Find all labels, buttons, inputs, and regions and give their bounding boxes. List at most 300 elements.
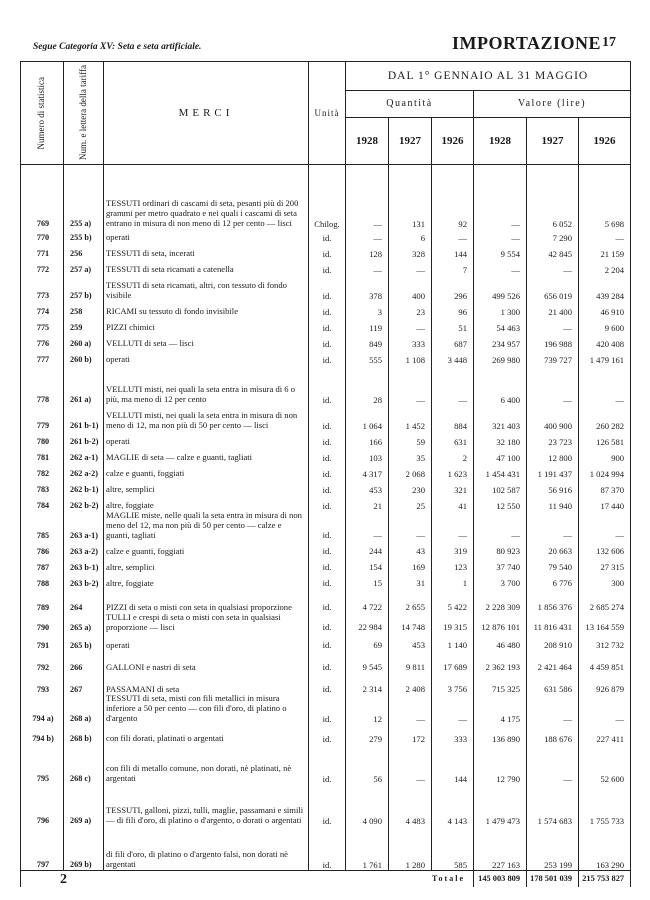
cell-num: 782	[21, 463, 64, 479]
cell-v27: 20 663	[527, 541, 579, 557]
cell-q27: —	[389, 511, 432, 541]
cell-v26: 926 879	[579, 672, 631, 694]
cell-unit: id.	[309, 589, 346, 613]
cell-v28: 136 890	[474, 724, 527, 744]
col-period: DAL 1° GENNAIO AL 31 MAGGIO	[346, 62, 631, 91]
cell-desc: di fili d'oro, di platino o d'argento falsi, non dorati nè argentati	[104, 826, 309, 871]
cell-desc: TESSUTI, galloni, pizzi, tulli, maglie, passamani e simili — di fili d'oro, di platino o d'argento, o dorati o argentati	[104, 784, 309, 826]
cell-q26: 3 448	[432, 349, 474, 365]
cell-v28: 102 587	[474, 479, 527, 495]
cell-v28: 54 463	[474, 317, 527, 333]
cell-q28: 28	[346, 365, 389, 405]
cell-tar: 260 a)	[64, 333, 104, 349]
table-row	[21, 613, 631, 633]
cell-q26: 123	[432, 557, 474, 573]
cell-q26: 296	[432, 275, 474, 301]
cell-q26: 5 422	[432, 589, 474, 613]
cell-v28: 12 876 101	[474, 613, 527, 633]
cell-tar: 265 b)	[64, 632, 104, 650]
cell-unit: id.	[309, 632, 346, 650]
cell-v28: 3 700	[474, 573, 527, 589]
table-row	[21, 495, 631, 511]
cell-desc: TESSUTI di seta, incerati	[104, 243, 309, 259]
cell-q27: —	[389, 744, 432, 784]
cell-q26: 4 143	[432, 784, 474, 826]
cell-q26: 144	[432, 744, 474, 784]
cell-q28: 4 722	[346, 589, 389, 613]
cell-tar: 263 a-2)	[64, 541, 104, 557]
cell-v27: 188 676	[527, 724, 579, 744]
cell-v27: 196 988	[527, 333, 579, 349]
cell-q27: 6	[389, 229, 432, 243]
cell-tar: 267	[64, 672, 104, 694]
cell-q28: —	[346, 511, 389, 541]
cell-num: 787	[21, 557, 64, 573]
table-row	[21, 694, 631, 724]
footer-page-number: 2	[60, 872, 67, 887]
cell-tar: 262 a-2)	[64, 463, 104, 479]
cell-v26: 439 284	[579, 275, 631, 301]
cell-q27: 453	[389, 632, 432, 650]
cell-num: 793	[21, 672, 64, 694]
cell-num: 795	[21, 744, 64, 784]
cell-q28: —	[346, 171, 389, 229]
cell-q28: 849	[346, 333, 389, 349]
cell-unit: id.	[309, 431, 346, 447]
table-row	[21, 672, 631, 694]
cell-num: 792	[21, 650, 64, 672]
cell-tar: 258	[64, 301, 104, 317]
table-row	[21, 557, 631, 573]
table-row	[21, 784, 631, 826]
cell-unit: id.	[309, 447, 346, 463]
table-row	[21, 479, 631, 495]
cell-num: 788	[21, 573, 64, 589]
cell-q27: 43	[389, 541, 432, 557]
cell-q28: 279	[346, 724, 389, 744]
cell-q28: 453	[346, 479, 389, 495]
cell-v28: 227 163	[474, 826, 527, 871]
cell-desc: altre, foggiate	[104, 573, 309, 589]
cell-q28: 21	[346, 495, 389, 511]
cell-q27: 400	[389, 275, 432, 301]
cell-tar: 257 b)	[64, 275, 104, 301]
cell-unit: id.	[309, 672, 346, 694]
cell-q26: 333	[432, 724, 474, 744]
cell-tar: 266	[64, 650, 104, 672]
cell-desc: altre, foggiate	[104, 495, 309, 511]
cell-q26: 7	[432, 259, 474, 275]
cell-v26: 46 910	[579, 301, 631, 317]
cell-num: 794 b)	[21, 724, 64, 744]
cell-q26: 41	[432, 495, 474, 511]
cell-q27: 169	[389, 557, 432, 573]
cell-q28: 3	[346, 301, 389, 317]
cell-v27: 739 727	[527, 349, 579, 365]
col-year-q1927: 1927	[389, 117, 432, 164]
cell-desc: operati	[104, 229, 309, 243]
table-body	[21, 165, 631, 888]
cell-desc: GALLONI e nastri di seta	[104, 650, 309, 672]
cell-tar: 256	[64, 243, 104, 259]
table-row	[21, 171, 631, 229]
cell-num: 774	[21, 301, 64, 317]
cell-desc: operati	[104, 349, 309, 365]
cell-unit: id.	[309, 259, 346, 275]
cell-unit: id.	[309, 243, 346, 259]
cell-q28: —	[346, 229, 389, 243]
cell-desc: TESSUTI di seta, misti con fili metallici in misura inferiore a 50 per cento — con fili d'oro, di platino o d'argento	[104, 694, 309, 724]
table-row	[21, 259, 631, 275]
cell-v27: 11 940	[527, 495, 579, 511]
col-year-v1927: 1927	[527, 117, 579, 164]
cell-q26: 585	[432, 826, 474, 871]
cell-v27: —	[527, 744, 579, 784]
table-row	[21, 349, 631, 365]
page-number: 17	[602, 35, 616, 50]
cell-q27: 328	[389, 243, 432, 259]
cell-v27: —	[527, 511, 579, 541]
cell-unit: id.	[309, 573, 346, 589]
cell-v27: 2 421 464	[527, 650, 579, 672]
table-row	[21, 365, 631, 405]
table-row	[21, 405, 631, 431]
table-row	[21, 275, 631, 301]
cell-v28: 1 300	[474, 301, 527, 317]
cell-desc: PASSAMANI di seta	[104, 672, 309, 694]
col-numero: Numero di statistica	[21, 62, 64, 165]
cell-v28: —	[474, 171, 527, 229]
cell-v28: 234 957	[474, 333, 527, 349]
cell-v28: 2 228 309	[474, 589, 527, 613]
cell-unit: id.	[309, 349, 346, 365]
cell-v26: 4 459 851	[579, 650, 631, 672]
cell-v26: 21 159	[579, 243, 631, 259]
cell-desc: TESSUTI di seta ricamati, altri, con tessuto di fondo visibile	[104, 275, 309, 301]
cell-desc: RICAMI su tessuto di fondo invisibile	[104, 301, 309, 317]
cell-unit: id.	[309, 744, 346, 784]
cell-q27: 1 452	[389, 405, 432, 431]
cell-q28: 1 761	[346, 826, 389, 871]
cell-tar: 269 b)	[64, 826, 104, 871]
cell-q27: 4 483	[389, 784, 432, 826]
cell-unit: id.	[309, 463, 346, 479]
cell-q28: 378	[346, 275, 389, 301]
cell-q26: 1	[432, 573, 474, 589]
cell-q26: 2	[432, 447, 474, 463]
cell-v27: 79 540	[527, 557, 579, 573]
cell-desc: operati	[104, 431, 309, 447]
cell-v28: 46 480	[474, 632, 527, 650]
cell-desc: VELLUTI misti, nei quali la seta entra in misura di non meno di 12, ma non più di 50 per cento — lisci	[104, 405, 309, 431]
cell-tar: 262 b-2)	[64, 495, 104, 511]
cell-q26: 884	[432, 405, 474, 431]
cell-desc: TESSUTI di seta ricamati a catenella	[104, 259, 309, 275]
cell-v27: 1 191 437	[527, 463, 579, 479]
table-row	[21, 431, 631, 447]
table-row	[21, 573, 631, 589]
col-valore: Valore (lire)	[474, 90, 631, 117]
cell-q28: 56	[346, 744, 389, 784]
cell-v28: 269 980	[474, 349, 527, 365]
cell-v26: 52 600	[579, 744, 631, 784]
cell-v27: —	[527, 694, 579, 724]
cell-v28: 12 790	[474, 744, 527, 784]
table-row	[21, 650, 631, 672]
cell-desc: con fili dorati, platinati o argentati	[104, 724, 309, 744]
cell-q27: 131	[389, 171, 432, 229]
cell-unit: id.	[309, 301, 346, 317]
cell-tar: 268 b)	[64, 724, 104, 744]
cell-tar: 268 c)	[64, 744, 104, 784]
cell-q27: 9 811	[389, 650, 432, 672]
cell-v28: 321 403	[474, 405, 527, 431]
cell-v27: 400 900	[527, 405, 579, 431]
table-row	[21, 333, 631, 349]
cell-unit: id.	[309, 557, 346, 573]
cell-num: 794 a)	[21, 694, 64, 724]
cell-q27: 35	[389, 447, 432, 463]
cell-tar: 260 b)	[64, 349, 104, 365]
cell-unit: id.	[309, 511, 346, 541]
cell-v26: 163 290	[579, 826, 631, 871]
cell-q26: 631	[432, 431, 474, 447]
cell-v27: 42 845	[527, 243, 579, 259]
cell-q27: —	[389, 317, 432, 333]
cell-v27: 6 052	[527, 171, 579, 229]
col-year-q1928: 1928	[346, 117, 389, 164]
cell-num: 785	[21, 511, 64, 541]
totale-v26: 215 753 827	[579, 871, 631, 888]
totale-v27: 178 501 039	[527, 871, 579, 888]
cell-q28: 4 090	[346, 784, 389, 826]
cell-v28: —	[474, 511, 527, 541]
cell-v26: 312 732	[579, 632, 631, 650]
cell-unit: id.	[309, 613, 346, 633]
cell-desc: calze e guanti, foggiati	[104, 463, 309, 479]
cell-v27: 1 856 376	[527, 589, 579, 613]
cell-unit: Chilog.	[309, 171, 346, 229]
cell-q28: 1 064	[346, 405, 389, 431]
table-row	[21, 229, 631, 243]
col-unita: Unità	[309, 62, 346, 165]
cell-unit: id.	[309, 495, 346, 511]
cell-tar: 262 b-1)	[64, 479, 104, 495]
cell-tar: 261 a)	[64, 365, 104, 405]
cell-q26: —	[432, 694, 474, 724]
cell-v26: 17 440	[579, 495, 631, 511]
cell-desc: con fili di metallo comune, non dorati, nè platinati, nè argentati	[104, 744, 309, 784]
cell-tar: 257 a)	[64, 259, 104, 275]
cell-tar: 259	[64, 317, 104, 333]
cell-v26: 5 698	[579, 171, 631, 229]
cell-q28: 2 314	[346, 672, 389, 694]
cell-desc: MAGLIE di seta — calze e guanti, tagliati	[104, 447, 309, 463]
cell-v26: 1 755 733	[579, 784, 631, 826]
cell-v26: 300	[579, 573, 631, 589]
cell-num: 789	[21, 589, 64, 613]
table-row	[21, 301, 631, 317]
cell-tar: 261 b-1)	[64, 405, 104, 431]
table-row	[21, 541, 631, 557]
table-row	[21, 243, 631, 259]
cell-q27: 230	[389, 479, 432, 495]
cell-q28: —	[346, 259, 389, 275]
cell-v27: 12 800	[527, 447, 579, 463]
cell-v26: —	[579, 694, 631, 724]
cell-v28: —	[474, 259, 527, 275]
cell-q27: 59	[389, 431, 432, 447]
cell-tar: 261 b-2)	[64, 431, 104, 447]
cell-q26: 3 756	[432, 672, 474, 694]
cell-unit: id.	[309, 541, 346, 557]
cell-unit: id.	[309, 784, 346, 826]
cell-unit: id.	[309, 650, 346, 672]
cell-v28: 499 526	[474, 275, 527, 301]
table-row	[21, 317, 631, 333]
cell-q26: 1 140	[432, 632, 474, 650]
cell-q28: 4 317	[346, 463, 389, 479]
cell-v28: 4 175	[474, 694, 527, 724]
table-row	[21, 589, 631, 613]
cell-q27: 1 108	[389, 349, 432, 365]
cell-q26: 17 689	[432, 650, 474, 672]
cell-v28: 1 454 431	[474, 463, 527, 479]
cell-tar: 255 b)	[64, 229, 104, 243]
cell-q26: 1 623	[432, 463, 474, 479]
cell-q26: —	[432, 365, 474, 405]
cell-num: 769	[21, 171, 64, 229]
cell-tar: 263 b-2)	[64, 573, 104, 589]
cell-v26: 2 685 274	[579, 589, 631, 613]
col-quantita: Quantità	[346, 90, 474, 117]
cell-q27: 2 408	[389, 672, 432, 694]
cell-q27: 2 655	[389, 589, 432, 613]
cell-v26: 9 600	[579, 317, 631, 333]
table-row	[21, 744, 631, 784]
cell-desc: MAGLIE miste, nelle quali la seta entra in misura di non meno del 12, ma non più di 50 per cento — calze e guanti, tagliati	[104, 511, 309, 541]
cell-q27: 31	[389, 573, 432, 589]
cell-unit: id.	[309, 275, 346, 301]
cell-unit: id.	[309, 317, 346, 333]
col-year-v1926: 1926	[579, 117, 631, 164]
cell-unit: id.	[309, 365, 346, 405]
cell-tar: 263 b-1)	[64, 557, 104, 573]
cell-q26: 144	[432, 243, 474, 259]
page-title: IMPORTAZIONE	[452, 33, 602, 53]
cell-v28: 32 180	[474, 431, 527, 447]
cell-num: 786	[21, 541, 64, 557]
cell-v26: 900	[579, 447, 631, 463]
cell-q26: 51	[432, 317, 474, 333]
cell-num: 772	[21, 259, 64, 275]
cell-q28: 15	[346, 573, 389, 589]
cell-num: 783	[21, 479, 64, 495]
cell-tar: 255 a)	[64, 171, 104, 229]
cell-q26: 92	[432, 171, 474, 229]
cell-q26: —	[432, 511, 474, 541]
import-table	[20, 61, 631, 887]
cell-unit: id.	[309, 724, 346, 744]
cell-num: 775	[21, 317, 64, 333]
cell-v27: —	[527, 259, 579, 275]
cell-desc: PIZZI chimici	[104, 317, 309, 333]
cell-v26: 132 606	[579, 541, 631, 557]
cell-tar: 265 a)	[64, 613, 104, 633]
cell-v28: 2 362 193	[474, 650, 527, 672]
cell-v27: 11 816 431	[527, 613, 579, 633]
cell-q28: 12	[346, 694, 389, 724]
cell-v26: 126 581	[579, 431, 631, 447]
cell-unit: id.	[309, 405, 346, 431]
cell-tar: 268 a)	[64, 694, 104, 724]
cell-v27: 208 910	[527, 632, 579, 650]
cell-num: 784	[21, 495, 64, 511]
col-merci: MERCI	[104, 62, 309, 165]
table-row	[21, 447, 631, 463]
cell-q26: —	[432, 229, 474, 243]
totale-label: Totale	[21, 871, 474, 888]
cell-v27: 21 400	[527, 301, 579, 317]
cell-q27: 25	[389, 495, 432, 511]
table-row	[21, 632, 631, 650]
cell-v27: 1 574 683	[527, 784, 579, 826]
cell-q27: —	[389, 365, 432, 405]
cell-desc: VELLUTI misti, nei quali la seta entra in misura di 6 o più, ma meno di 12 per cento	[104, 365, 309, 405]
col-tariffa: Num. e lettera della tariffa	[64, 62, 104, 165]
cell-q27: —	[389, 259, 432, 275]
cell-desc: altre, semplici	[104, 479, 309, 495]
totale-row	[21, 871, 631, 888]
cell-v26: 27 315	[579, 557, 631, 573]
cell-v26: 2 204	[579, 259, 631, 275]
category-heading: Segue Categoria XV: Seta e seta artificiale.	[33, 42, 202, 52]
cell-tar: 264	[64, 589, 104, 613]
cell-v28: 37 740	[474, 557, 527, 573]
cell-v28: 1 479 473	[474, 784, 527, 826]
cell-num: 780	[21, 431, 64, 447]
cell-v27: —	[527, 365, 579, 405]
cell-v26: 420 408	[579, 333, 631, 349]
cell-unit: id.	[309, 229, 346, 243]
cell-q27: 333	[389, 333, 432, 349]
cell-desc: calze e guanti, foggiati	[104, 541, 309, 557]
cell-q27: 14 748	[389, 613, 432, 633]
table-row	[21, 463, 631, 479]
cell-num: 776	[21, 333, 64, 349]
cell-num: 777	[21, 349, 64, 365]
cell-q26: 19 315	[432, 613, 474, 633]
cell-q28: 555	[346, 349, 389, 365]
cell-v27: 56 916	[527, 479, 579, 495]
cell-q26: 96	[432, 301, 474, 317]
cell-num: 790	[21, 613, 64, 633]
cell-v27: 631 586	[527, 672, 579, 694]
cell-q28: 103	[346, 447, 389, 463]
cell-desc: TESSUTI ordinari di cascami di seta, pesanti più di 200 grammi per metro quadrato e nei quali i cascami di seta entrano in misura di non meno di 12 per cento — lisci	[104, 171, 309, 229]
cell-num: 770	[21, 229, 64, 243]
cell-num: 797	[21, 826, 64, 871]
cell-q28: 154	[346, 557, 389, 573]
col-year-v1928: 1928	[474, 117, 527, 164]
cell-v27: 253 199	[527, 826, 579, 871]
cell-num: 773	[21, 275, 64, 301]
cell-q28: 244	[346, 541, 389, 557]
cell-q26: 687	[432, 333, 474, 349]
cell-q26: 319	[432, 541, 474, 557]
cell-tar: 263 a-1)	[64, 511, 104, 541]
cell-num: 779	[21, 405, 64, 431]
